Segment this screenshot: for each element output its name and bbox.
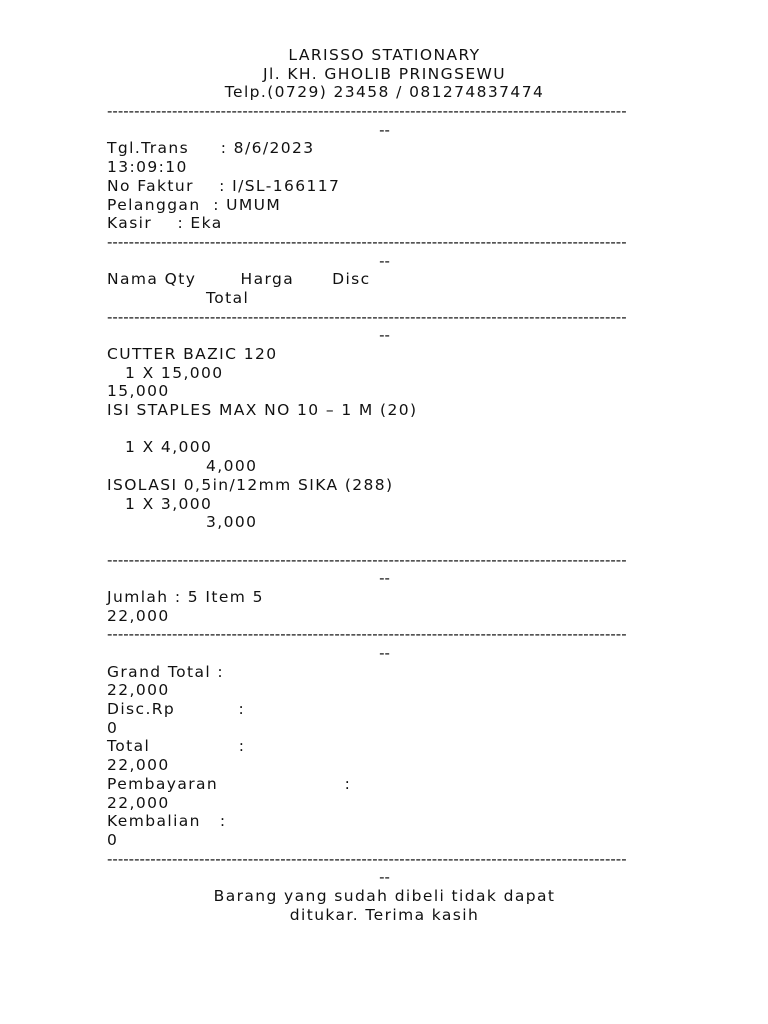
item-name: ISOLASI 0,5in/12mm SIKA (288) — [107, 475, 394, 494]
item-qty-price: 1 X 4,000 — [125, 438, 213, 457]
change-value: 0 — [107, 830, 119, 849]
store-phone: Telp.(0729) 23458 / 081274837474 — [224, 83, 545, 102]
payment-label: Pembayaran : — [107, 774, 352, 793]
store-address: Jl. KH. GHOLIB PRINGSEWU — [263, 64, 506, 83]
separator-line: ------------------------------------------------------------------------------------------------ — [107, 849, 627, 868]
item-total: 4,000 — [206, 457, 258, 476]
store-name: LARISSO STATIONARY — [288, 46, 481, 64]
receipt — [107, 46, 662, 924]
grand-total-label: Grand Total : — [107, 662, 225, 681]
separator-tail: -- — [379, 251, 390, 270]
separator-line: ------------------------------------------------------------------------------------------------ — [107, 625, 627, 644]
separator-tail: -- — [379, 120, 390, 139]
transaction-time: 13:09:10 — [107, 158, 188, 177]
blank-line — [107, 420, 662, 439]
separator-tail: -- — [379, 569, 390, 588]
item-count-total: 22,000 — [107, 606, 170, 625]
change-label: Kembalian : — [107, 812, 227, 831]
discount-value: 0 — [107, 718, 119, 737]
line-item — [107, 401, 662, 476]
separator-line: ------------------------------------------------------------------------------------------------ — [107, 550, 627, 569]
grand-total-value: 22,000 — [107, 681, 170, 700]
line-item — [107, 345, 662, 401]
customer: Pelanggan : UMUM — [107, 195, 282, 214]
separator-line: ------------------------------------------------------------------------------------------------ — [107, 232, 627, 251]
payment-value: 22,000 — [107, 793, 170, 812]
item-name: CUTTER BAZIC 120 — [107, 345, 278, 363]
column-header-total: Total — [206, 288, 250, 307]
transaction-date: Tgl.Trans : 8/6/2023 — [107, 139, 315, 158]
footer-line-2: ditukar. Terima kasih — [289, 905, 480, 924]
item-qty-price: 1 X 3,000 — [125, 494, 213, 513]
invoice-number: No Faktur : I/SL-166117 — [107, 176, 341, 195]
blank-line — [107, 532, 662, 551]
footer-line-1: Barang yang sudah dibeli tidak dapat — [213, 886, 556, 905]
item-count: Jumlah : 5 Item 5 — [107, 587, 264, 606]
item-name: ISI STAPLES MAX NO 10 – 1 M (20) — [107, 401, 418, 420]
receipt-footer — [107, 887, 662, 924]
column-headers: Nama Qty Harga Disc — [107, 270, 371, 289]
item-total: 15,000 — [107, 382, 170, 401]
discount-label: Disc.Rp : — [107, 700, 246, 719]
total-label: Total : — [107, 737, 246, 756]
total-value: 22,000 — [107, 756, 170, 775]
line-item — [107, 476, 662, 532]
item-total: 3,000 — [206, 513, 258, 532]
separator-line: ------------------------------------------------------------------------------------------------ — [107, 102, 627, 121]
separator-tail: -- — [379, 326, 390, 345]
separator-tail: -- — [379, 644, 390, 662]
separator-tail: -- — [379, 868, 390, 887]
item-qty-price: 1 X 15,000 — [125, 363, 224, 382]
cashier: Kasir : Eka — [107, 214, 223, 233]
separator-line: ------------------------------------------------------------------------------------------------ — [107, 307, 627, 326]
